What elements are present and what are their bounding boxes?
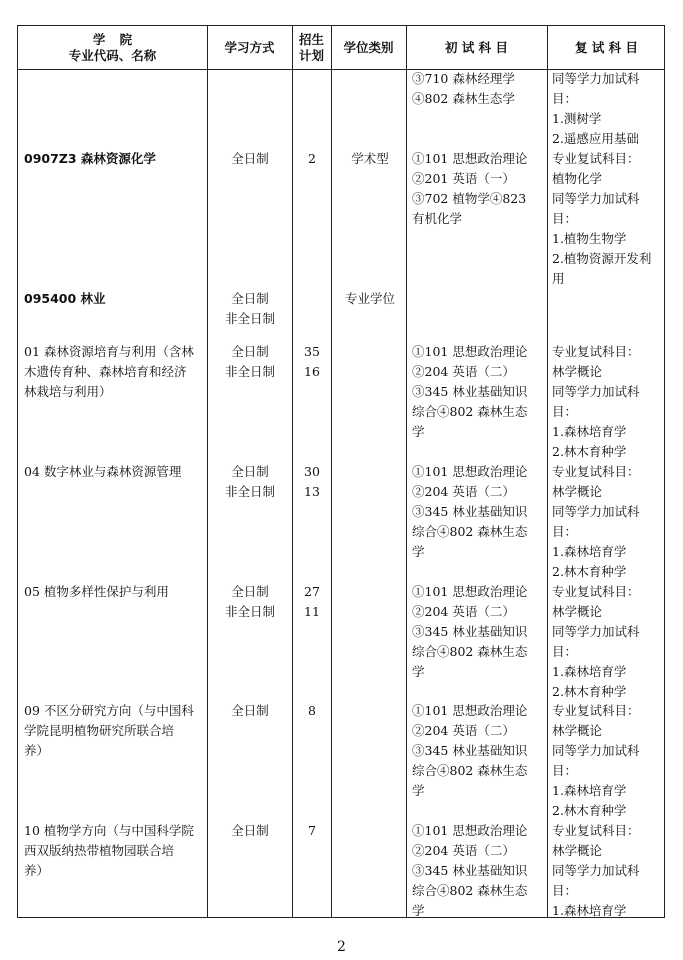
study-mode-line: 全日制 xyxy=(231,584,269,599)
retest-line: 同等学力加试科 xyxy=(552,384,640,399)
retest-line: 林学概论 xyxy=(552,484,603,499)
study-mode-line: 全日制 xyxy=(231,464,269,479)
retest-subjects xyxy=(552,821,664,921)
column-divider xyxy=(331,26,332,917)
retest-line: 目： xyxy=(552,211,578,226)
retest-line: 同等学力加试科 xyxy=(552,624,640,639)
direction-line: 养） xyxy=(24,863,50,878)
study-mode-line: 非全日制 xyxy=(224,311,275,326)
retest-line: 1.森林培育学 xyxy=(552,783,627,798)
header-college-title: 学 院 xyxy=(92,31,133,47)
initial-exam-subjects xyxy=(412,701,540,801)
retest-subjects xyxy=(552,69,664,289)
exam-line: ②204 英语（二） xyxy=(412,604,515,619)
research-direction xyxy=(24,821,202,881)
exam-line: ③702 植物学④823 xyxy=(412,191,527,206)
exam-line: ②204 英语（二） xyxy=(412,843,515,858)
retest-line: 专业复试科目： xyxy=(552,151,640,166)
retest-line: 1.测树学 xyxy=(552,111,602,126)
study-mode-line: 非全日制 xyxy=(224,604,275,619)
major-name: 0907Z3 森林资源化学 xyxy=(24,151,156,166)
initial-exam-subjects xyxy=(412,821,540,921)
study-mode xyxy=(208,462,292,502)
spacer xyxy=(412,129,540,149)
retest-line: 1.植物生物学 xyxy=(552,231,627,246)
major-name: 095400 林业 xyxy=(24,291,106,306)
retest-line: 林学概论 xyxy=(552,364,603,379)
exam-line: 综合④802 森林生态 xyxy=(412,644,528,659)
initial-exam-subjects xyxy=(412,69,540,229)
retest-line: 林学概论 xyxy=(552,604,603,619)
direction-line: 西双版纳热带植物园联合培 xyxy=(24,843,175,858)
column-divider xyxy=(406,26,407,917)
study-mode-line: 全日制 xyxy=(231,291,269,306)
plan-line: 11 xyxy=(304,604,320,619)
enrollment-plan xyxy=(294,342,330,382)
exam-line: ②204 英语（二） xyxy=(412,364,515,379)
exam-line: ③345 林业基础知识 xyxy=(412,504,528,519)
exam-line: ②204 英语（二） xyxy=(412,723,515,738)
header-retest xyxy=(547,26,666,69)
research-direction xyxy=(24,582,202,602)
retest-line: 2.林木育种学 xyxy=(552,444,627,459)
enrollment-plan xyxy=(294,462,330,502)
retest-line: 同等学力加试科 xyxy=(552,863,640,878)
direction-line: 04 数字林业与森林资源管理 xyxy=(24,464,182,479)
header-degree-type-label: 学位类别 xyxy=(343,39,394,55)
initial-exam-subjects xyxy=(412,462,540,562)
retest-line: 同等学力加试科 xyxy=(552,71,640,86)
study-mode-line: 全日制 xyxy=(231,344,269,359)
header-initial-exam xyxy=(406,26,547,69)
plan-line: 30 xyxy=(304,464,320,479)
initial-exam-subjects xyxy=(412,582,540,682)
retest-subjects xyxy=(552,462,664,582)
exam-line: ②201 英语（一） xyxy=(412,171,515,186)
exam-line: 综合④802 森林生态 xyxy=(412,404,528,419)
retest-line: 同等学力加试科 xyxy=(552,504,640,519)
exam-line: ①101 思想政治理论 xyxy=(412,703,528,718)
exam-line: 学 xyxy=(412,783,425,798)
exam-line: ③345 林业基础知识 xyxy=(412,384,528,399)
exam-line: 学 xyxy=(412,903,425,918)
retest-line: 目： xyxy=(552,883,578,898)
exam-line: ①101 思想政治理论 xyxy=(412,464,528,479)
research-direction xyxy=(24,342,202,402)
study-mode-line: 非全日制 xyxy=(224,484,275,499)
retest-line: 目： xyxy=(552,91,578,106)
retest-line: 目： xyxy=(552,644,578,659)
enrollment-table xyxy=(17,25,665,918)
direction-line: 林栽培与利用） xyxy=(24,384,112,399)
retest-line: 2.林木育种学 xyxy=(552,564,627,579)
study-mode-line: 全日制 xyxy=(231,703,269,718)
study-mode xyxy=(208,342,292,382)
study-mode: 全日制 xyxy=(231,151,269,166)
plan-line: 35 xyxy=(304,344,320,359)
exam-line: ①101 思想政治理论 xyxy=(412,584,528,599)
degree-type: 专业学位 xyxy=(344,291,395,306)
enrollment-plan: 2 xyxy=(308,151,316,166)
header-study-mode-label: 学习方式 xyxy=(224,39,275,55)
direction-line: 养） xyxy=(24,743,50,758)
retest-line: 同等学力加试科 xyxy=(552,191,640,206)
research-direction xyxy=(24,462,202,482)
header-initial-exam-label: 初 试 科 目 xyxy=(444,39,509,55)
plan-line: 13 xyxy=(304,484,320,499)
exam-line: ①101 思想政治理论 xyxy=(412,823,528,838)
retest-line: 2.林木育种学 xyxy=(552,803,627,818)
direction-line: 05 植物多样性保护与利用 xyxy=(24,584,169,599)
retest-subjects xyxy=(552,342,664,462)
retest-line: 专业复试科目： xyxy=(552,584,640,599)
retest-line: 2.植物资源开发利 xyxy=(552,251,652,266)
retest-line: 同等学力加试科 xyxy=(552,743,640,758)
enrollment-plan xyxy=(294,582,330,622)
retest-line: 林学概论 xyxy=(552,723,603,738)
retest-line: 1.森林培育学 xyxy=(552,664,627,679)
exam-line: ④802 森林生态学 xyxy=(412,91,515,106)
retest-line: 用 xyxy=(552,271,565,286)
plan-line: 27 xyxy=(304,584,320,599)
column-divider xyxy=(292,26,293,917)
exam-line: ①101 思想政治理论 xyxy=(412,151,528,166)
retest-line: 专业复试科目： xyxy=(552,823,640,838)
exam-line: 学 xyxy=(412,424,425,439)
research-direction xyxy=(24,701,202,761)
initial-exam-subjects xyxy=(412,342,540,442)
column-divider xyxy=(547,26,548,917)
retest-line: 2.遥感应用基础 xyxy=(552,131,639,146)
exam-line: ③710 森林经理学 xyxy=(412,71,515,86)
retest-line: 1.森林培育学 xyxy=(552,903,627,918)
header-plan-line2: 计划 xyxy=(298,47,324,63)
exam-line: 学 xyxy=(412,664,425,679)
study-mode xyxy=(208,821,292,841)
exam-line: ②204 英语（二） xyxy=(412,484,515,499)
retest-line: 1.森林培育学 xyxy=(552,424,627,439)
header-degree-type xyxy=(331,26,406,69)
retest-line: 林学概论 xyxy=(552,843,603,858)
enrollment-plan xyxy=(294,821,330,841)
direction-line: 木遗传育种、森林培育和经济 xyxy=(24,364,187,379)
header-study-mode xyxy=(207,26,292,69)
direction-line: 10 植物学方向（与中国科学院 xyxy=(24,823,194,838)
retest-line: 专业复试科目： xyxy=(552,703,640,718)
exam-line: ③345 林业基础知识 xyxy=(412,624,528,639)
exam-line: ③345 林业基础知识 xyxy=(412,743,528,758)
exam-line: 学 xyxy=(412,544,425,559)
spacer xyxy=(412,109,540,129)
study-mode xyxy=(208,289,292,329)
exam-line: 有机化学 xyxy=(412,211,463,226)
exam-line: 综合④802 森林生态 xyxy=(412,524,528,539)
retest-line: 目： xyxy=(552,763,578,778)
retest-line: 专业复试科目： xyxy=(552,464,640,479)
retest-subjects xyxy=(552,582,664,702)
plan-line: 7 xyxy=(308,823,316,838)
retest-subjects xyxy=(552,701,664,821)
retest-line: 植物化学 xyxy=(552,171,603,186)
study-mode xyxy=(208,701,292,721)
exam-line: ①101 思想政治理论 xyxy=(412,344,528,359)
exam-line: ③345 林业基础知识 xyxy=(412,863,528,878)
study-mode-line: 全日制 xyxy=(231,823,269,838)
retest-line: 1.森林培育学 xyxy=(552,544,627,559)
retest-line: 专业复试科目： xyxy=(552,344,640,359)
plan-line: 16 xyxy=(304,364,320,379)
plan-line: 8 xyxy=(308,703,316,718)
exam-line: 综合④802 森林生态 xyxy=(412,883,528,898)
exam-line: 综合④802 森林生态 xyxy=(412,763,528,778)
header-plan xyxy=(292,26,331,69)
study-mode-line: 非全日制 xyxy=(224,364,275,379)
header-college xyxy=(18,26,207,69)
retest-line: 2.林木育种学 xyxy=(552,684,627,699)
header-plan-line1: 招生 xyxy=(298,31,324,47)
enrollment-plan xyxy=(294,701,330,721)
direction-line: 学院昆明植物研究所联合培 xyxy=(24,723,175,738)
direction-line: 09 不区分研究方向（与中国科 xyxy=(24,703,194,718)
header-retest-label: 复 试 科 目 xyxy=(574,39,639,55)
retest-line: 目： xyxy=(552,524,578,539)
page-number: 2 xyxy=(337,939,346,955)
header-major-code-name: 专业代码、名称 xyxy=(68,47,157,63)
direction-line: 01 森林资源培育与利用（含林 xyxy=(24,344,194,359)
retest-line: 目： xyxy=(552,404,578,419)
degree-type: 学术型 xyxy=(351,151,389,166)
study-mode xyxy=(208,582,292,622)
